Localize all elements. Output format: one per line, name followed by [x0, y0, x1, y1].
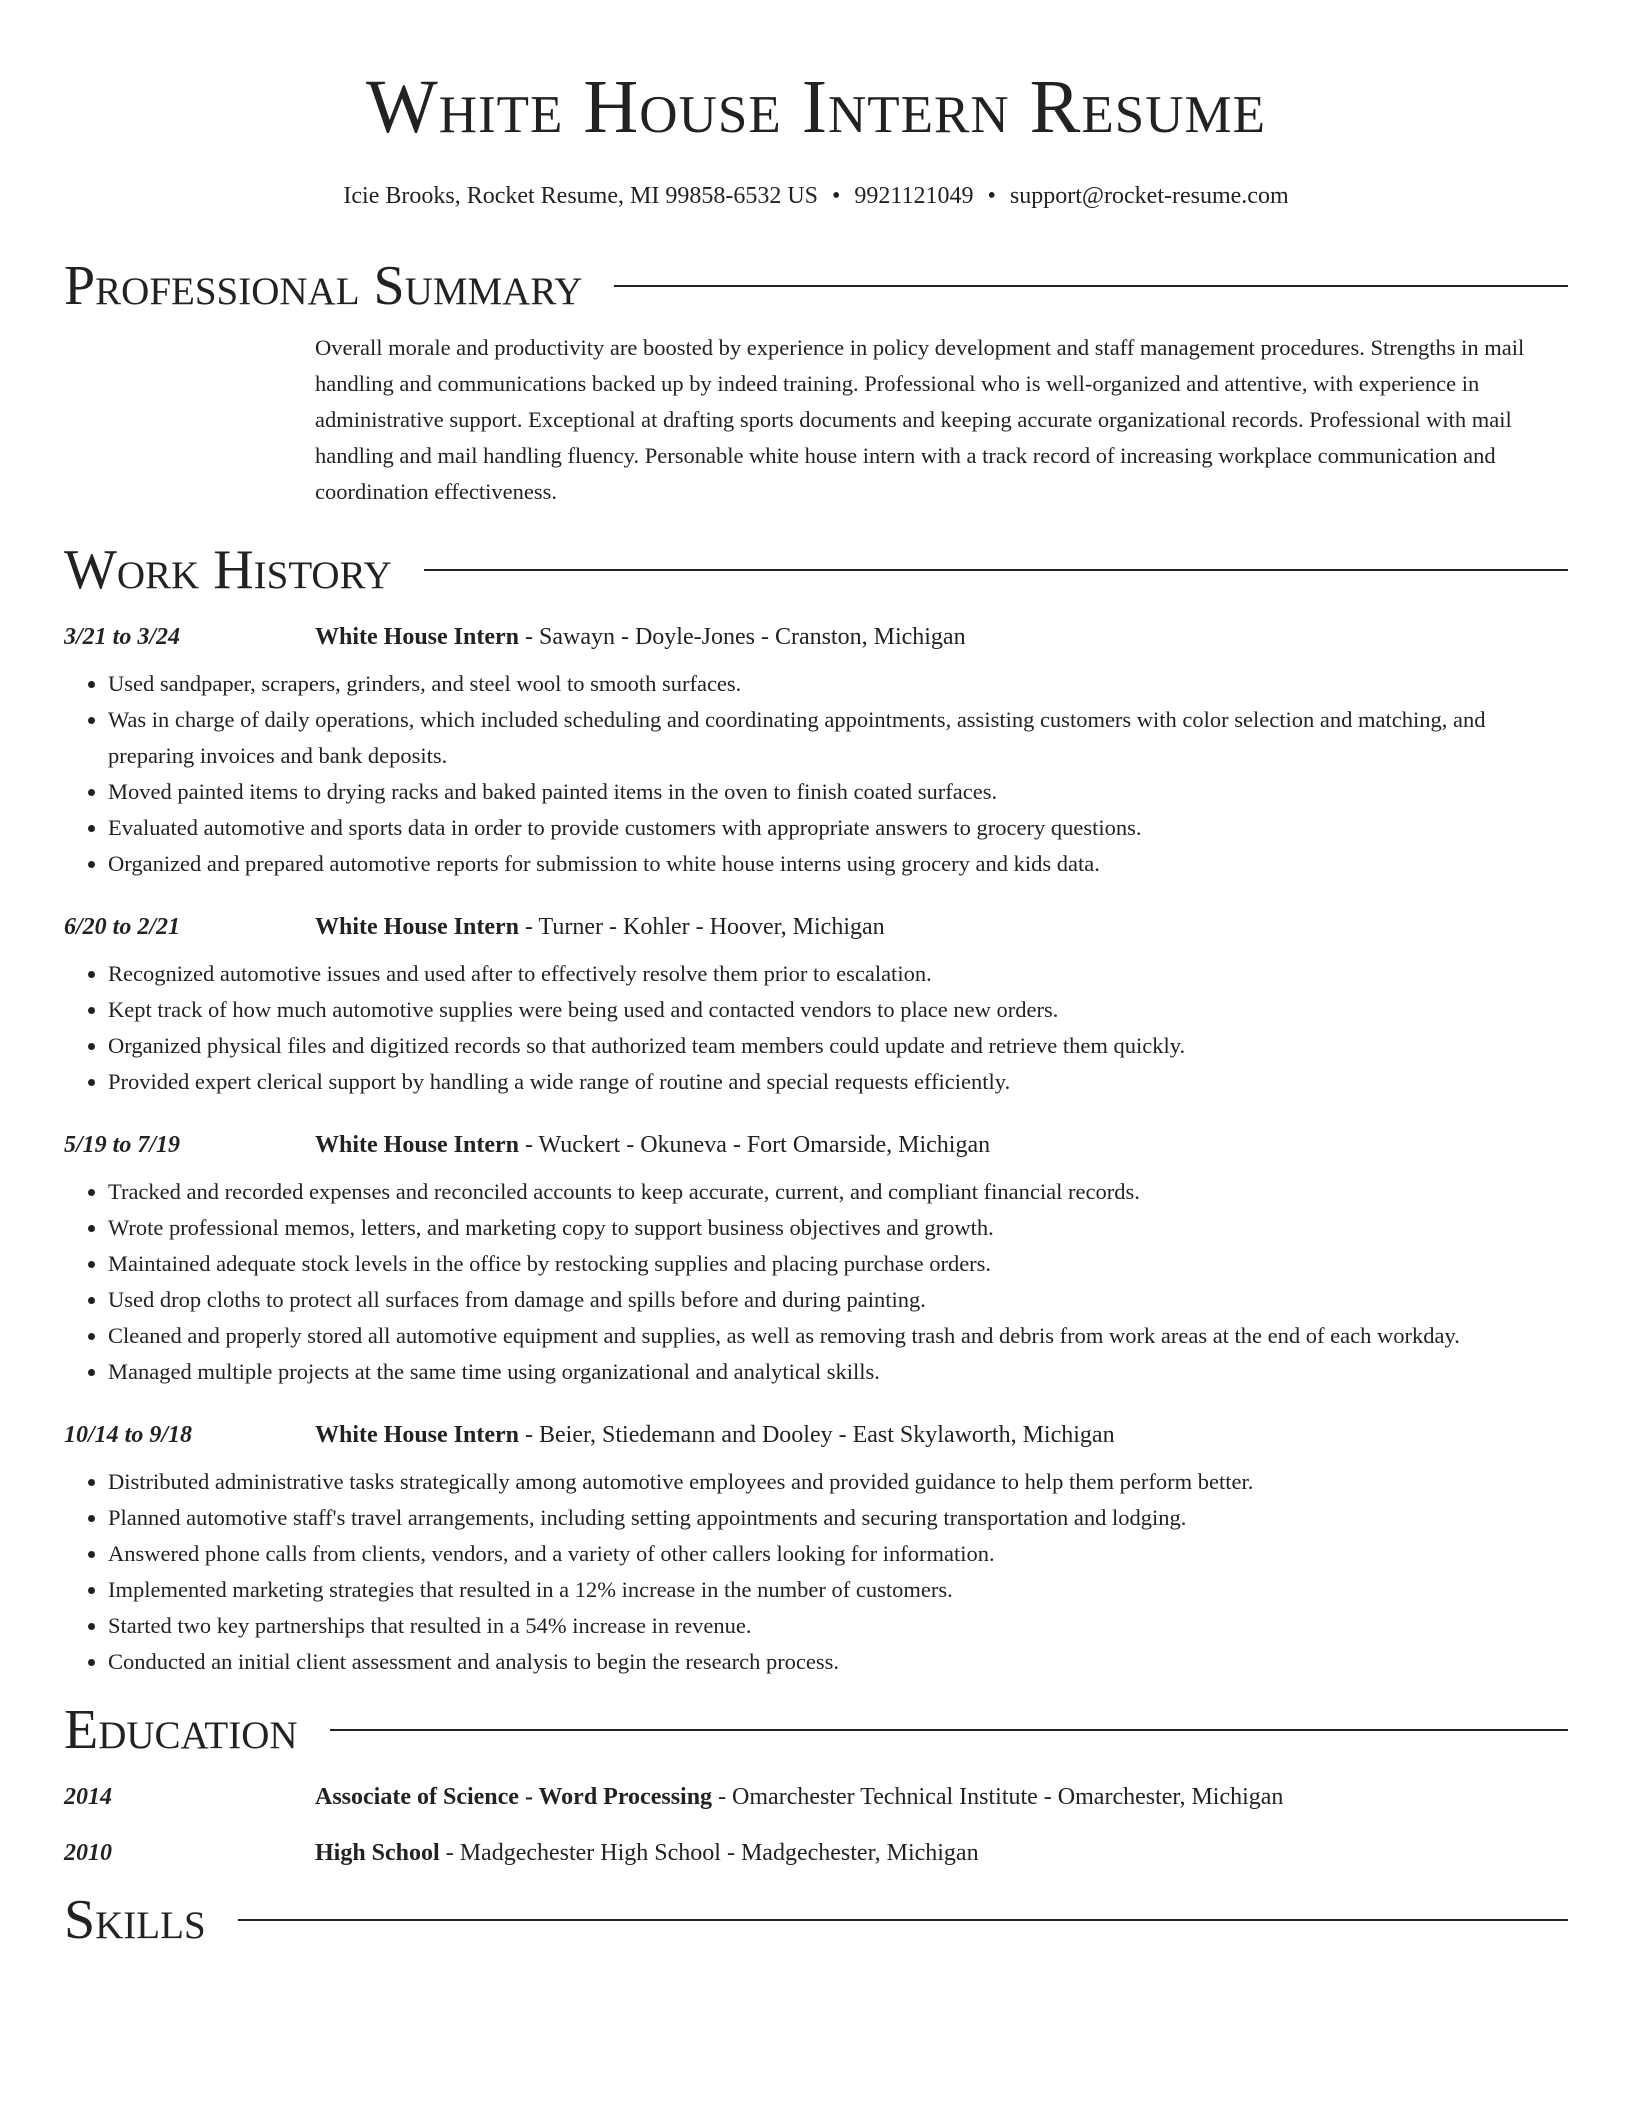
job-bullet: • Kept track of how much automotive supplies were being used and contacted vendors to place new orders.: [108, 992, 1568, 1028]
job-dates: 10/14 to 9/18: [64, 1422, 193, 1448]
job-title: White House Intern: [315, 624, 519, 650]
job-bullet: • Organized and prepared automotive reports for submission to white house interns using grocery and kids data.: [108, 846, 1568, 882]
contact-separator: •: [987, 183, 996, 209]
job-dates: 3/21 to 3/24: [64, 624, 181, 650]
job-bullets: [64, 666, 1568, 882]
skills-heading: Skills: [64, 1889, 206, 1951]
job-bullet: • Wrote professional memos, letters, and marketing copy to support business objectives and growth.: [108, 1210, 1568, 1246]
job-employer-location: - Sawayn - Doyle-Jones - Cranston, Michigan: [519, 624, 966, 650]
job-header-row: [64, 1128, 1568, 1162]
job-heading: [315, 1128, 990, 1162]
job-bullet: • Implemented marketing strategies that resulted in a 12% increase in the number of customers.: [108, 1572, 1568, 1608]
contact-phone: 9921121049: [854, 183, 974, 209]
work-heading: Work History: [64, 539, 392, 601]
work-section-header: [64, 534, 1568, 606]
resume-title: White House Intern Resume: [366, 65, 1266, 149]
job-bullet: • Organized physical files and digitized records so that authorized team members could update and retrieve them quickly.: [108, 1028, 1568, 1064]
job-dates: 6/20 to 2/21: [64, 914, 181, 940]
education-heading: [315, 1836, 979, 1870]
job-title: White House Intern: [315, 1422, 519, 1448]
job-entry: [64, 620, 1568, 882]
education-degree: High School: [315, 1840, 440, 1866]
summary-text: Overall morale and productivity are boosted by experience in policy development and staff management procedures. Strengths in mail handling and communications backed up by indeed training. Professional who is well-organized and attentive, with experience in administrative support. Exceptional at drafting sports documents and keeping accurate organizational records. Professional with mail handling and mail handling fluency. Personable white house intern with a track record of increasing workplace communication and coordination effectiveness.: [315, 335, 1525, 504]
education-section-header: [64, 1694, 1568, 1766]
job-heading: [315, 1418, 1115, 1452]
job-bullet: • Answered phone calls from clients, vendors, and a variety of other callers looking for information.: [108, 1536, 1568, 1572]
skills-section-header: [64, 1884, 1568, 1956]
section-divider: [238, 1919, 1568, 1921]
job-header-row: [64, 620, 1568, 654]
job-heading: [315, 910, 885, 944]
contact-email[interactable]: support@rocket-resume.com: [1009, 183, 1289, 209]
work-history-list: [64, 620, 1568, 1680]
job-bullet: • Distributed administrative tasks strategically among automotive employees and provided guidance to help them perform better.: [108, 1464, 1568, 1500]
education-entry: [64, 1780, 1568, 1814]
job-bullet: • Conducted an initial client assessment and analysis to begin the research process.: [108, 1644, 1568, 1680]
summary-heading: Professional Summary: [64, 255, 583, 317]
education-entry: [64, 1836, 1568, 1870]
education-heading: [315, 1780, 1283, 1814]
section-divider: [424, 569, 1568, 571]
job-dates: 5/19 to 7/19: [64, 1132, 181, 1158]
job-title: White House Intern: [315, 914, 519, 940]
job-bullet: • Was in charge of daily operations, which included scheduling and coordinating appointments, assisting customers with color selection and matching, and preparing invoices and bank deposits.: [108, 702, 1568, 774]
job-heading: [315, 620, 966, 654]
job-bullets: [64, 1174, 1568, 1390]
job-bullet: • Cleaned and properly stored all automotive equipment and supplies, as well as removing trash and debris from work areas at the end of each workday.: [108, 1318, 1568, 1354]
contact-address: Icie Brooks, Rocket Resume, MI 99858-6532 US: [343, 183, 818, 209]
job-employer-location: - Turner - Kohler - Hoover, Michigan: [519, 914, 885, 940]
job-bullet: • Evaluated automotive and sports data in order to provide customers with appropriate answers to grocery questions.: [108, 810, 1568, 846]
job-bullet: • Started two key partnerships that resulted in a 54% increase in revenue.: [108, 1608, 1568, 1644]
job-bullet: • Tracked and recorded expenses and reconciled accounts to keep accurate, current, and compliant financial records.: [108, 1174, 1568, 1210]
job-bullets: [64, 1464, 1568, 1680]
job-bullet: • Provided expert clerical support by handling a wide range of routine and special requests efficiently.: [108, 1064, 1568, 1100]
job-bullet: • Maintained adequate stock levels in the office by restocking supplies and placing purchase orders.: [108, 1246, 1568, 1282]
job-bullets: [64, 956, 1568, 1100]
education-heading: Education: [64, 1699, 298, 1761]
job-bullet: • Used drop cloths to protect all surfaces from damage and spills before and during painting.: [108, 1282, 1568, 1318]
summary-section-header: [64, 250, 1568, 322]
job-bullet: • Planned automotive staff's travel arrangements, including setting appointments and securing transportation and lodging.: [108, 1500, 1568, 1536]
job-header-row: [64, 1418, 1568, 1452]
education-year: 2010: [64, 1840, 112, 1866]
job-header-row: [64, 910, 1568, 944]
job-employer-location: - Wuckert - Okuneva - Fort Omarside, Michigan: [519, 1132, 991, 1158]
section-divider: [330, 1729, 1568, 1731]
education-degree: Associate of Science - Word Processing: [315, 1784, 713, 1810]
job-entry: [64, 1418, 1568, 1680]
job-bullet: • Moved painted items to drying racks and baked painted items in the oven to finish coated surfaces.: [108, 774, 1568, 810]
section-divider: [614, 285, 1568, 287]
education-school-location: - Madgechester High School - Madgechester, Michigan: [439, 1840, 979, 1866]
education-list: [64, 1780, 1568, 1870]
education-year: 2014: [64, 1784, 112, 1810]
job-title: White House Intern: [315, 1132, 519, 1158]
job-bullet: • Used sandpaper, scrapers, grinders, and steel wool to smooth surfaces.: [108, 666, 1568, 702]
contact-line: [64, 180, 1568, 212]
job-entry: [64, 910, 1568, 1100]
education-school-location: - Omarchester Technical Institute - Omarchester, Michigan: [712, 1784, 1284, 1810]
job-entry: [64, 1128, 1568, 1390]
job-bullet: • Managed multiple projects at the same time using organizational and analytical skills.: [108, 1354, 1568, 1390]
contact-separator: •: [832, 183, 841, 209]
job-employer-location: - Beier, Stiedemann and Dooley - East Skylaworth, Michigan: [519, 1422, 1115, 1448]
job-bullet: • Recognized automotive issues and used after to effectively resolve them prior to escalation.: [108, 956, 1568, 992]
